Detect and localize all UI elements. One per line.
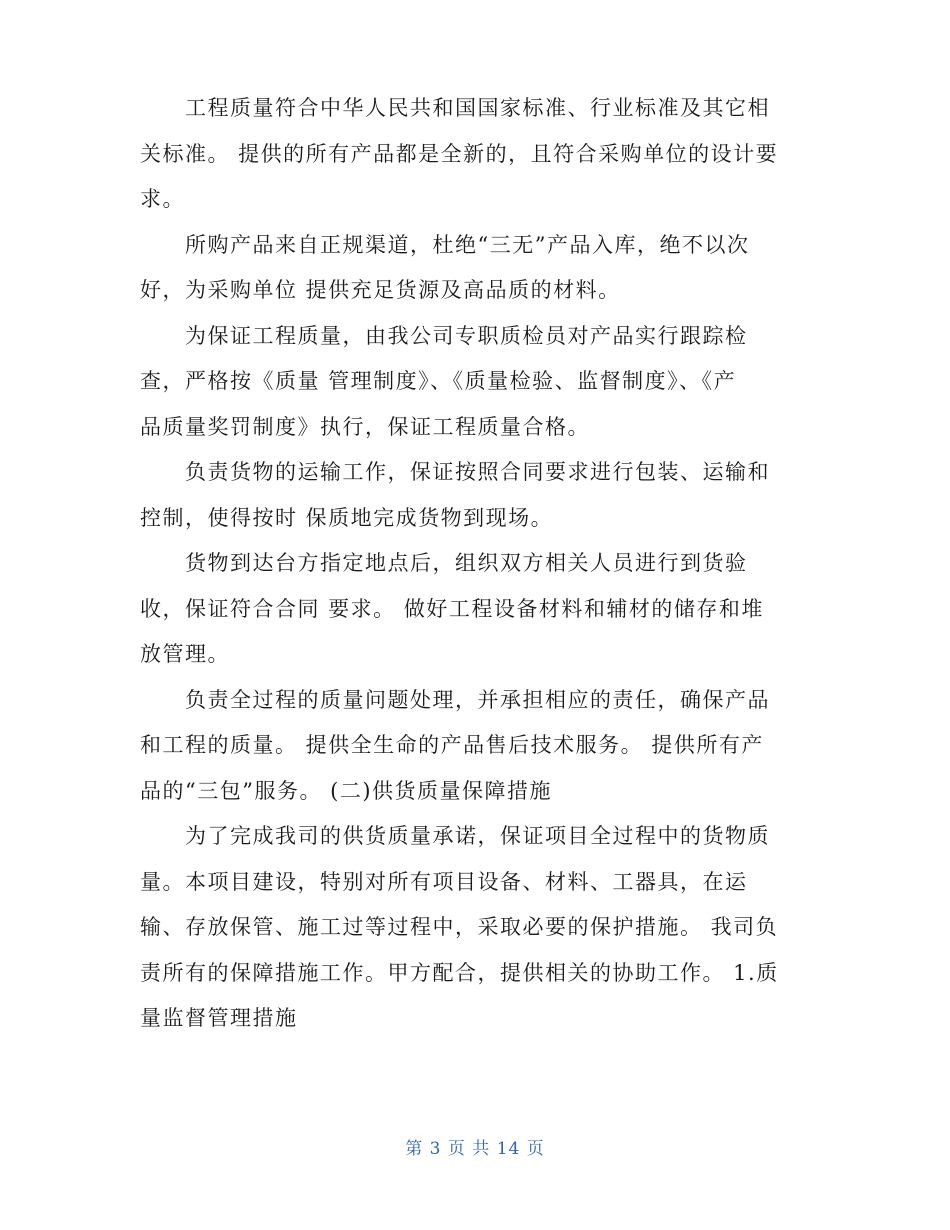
text-line: 查，严格按《质量 管理制度》、《质量检验、监督制度》、《产 bbox=[140, 369, 737, 393]
text-line: 量。本项目建设，特别对所有项目设备、材料、工器具，在运 bbox=[140, 869, 748, 894]
paragraph-supply-guarantee bbox=[140, 814, 812, 1042]
text-line: 和工程的质量。 提供全生命的产品售后技术服务。 提供所有产 bbox=[140, 733, 764, 757]
text-line: 收，保证符合合同 要求。 做好工程设备材料和辅材的储存和堆 bbox=[140, 596, 764, 621]
document-body bbox=[140, 86, 812, 1042]
paragraph-acceptance bbox=[140, 541, 812, 678]
text-line: 为了完成我司的供货质量承诺，保证项目全过程中的货物质 bbox=[140, 824, 770, 848]
text-line: 责所有的保障措施工作。甲方配合，提供相关的协助工作。 1.质 bbox=[140, 960, 779, 985]
text-line: 放管理。 bbox=[140, 642, 230, 666]
text-line: 品的“三包”服务。 (二)供货质量保障措施 bbox=[140, 778, 553, 803]
text-line: 货物到达台方指定地点后，组织双方相关人员进行到货验 bbox=[140, 551, 748, 575]
text-line: 工程质量符合中华人民共和国国家标准、行业标准及其它相 bbox=[140, 96, 770, 120]
text-line: 负责货物的运输工作，保证按照合同要求进行包装、运输和 bbox=[140, 460, 770, 484]
paragraph-product-sourcing bbox=[140, 223, 812, 314]
text-line: 品质量奖罚制度》执行，保证工程质量合格。 bbox=[140, 414, 590, 439]
text-line: 输、存放保管、施工过等过程中，采取必要的保护措施。 我司负 bbox=[140, 915, 779, 939]
text-line: 关标准。 提供的所有产品都是全新的，且符合采购单位的设计要 bbox=[140, 141, 779, 166]
paragraph-quality-inspection bbox=[140, 314, 812, 451]
text-line: 为保证工程质量，由我公司专职质检员对产品实行跟踪检 bbox=[140, 323, 748, 348]
text-line: 控制，使得按时 保质地完成货物到现场。 bbox=[140, 505, 554, 530]
text-line: 好，为采购单位 提供充足货源及高品质的材料。 bbox=[140, 278, 621, 302]
paragraph-after-sales bbox=[140, 678, 812, 815]
text-line: 所购产品来自正规渠道，杜绝“三无”产品入库，绝不以次 bbox=[140, 232, 750, 257]
text-line: 负责全过程的质量问题处理，并承担相应的责任，确保产品 bbox=[140, 687, 770, 712]
text-line: 量监督管理措施 bbox=[140, 1006, 298, 1030]
paragraph-quality-standards bbox=[140, 86, 812, 223]
paragraph-transport bbox=[140, 450, 812, 541]
page-number-footer: 第 3 页 共 14 页 bbox=[405, 1139, 545, 1159]
text-line: 求。 bbox=[140, 187, 185, 211]
